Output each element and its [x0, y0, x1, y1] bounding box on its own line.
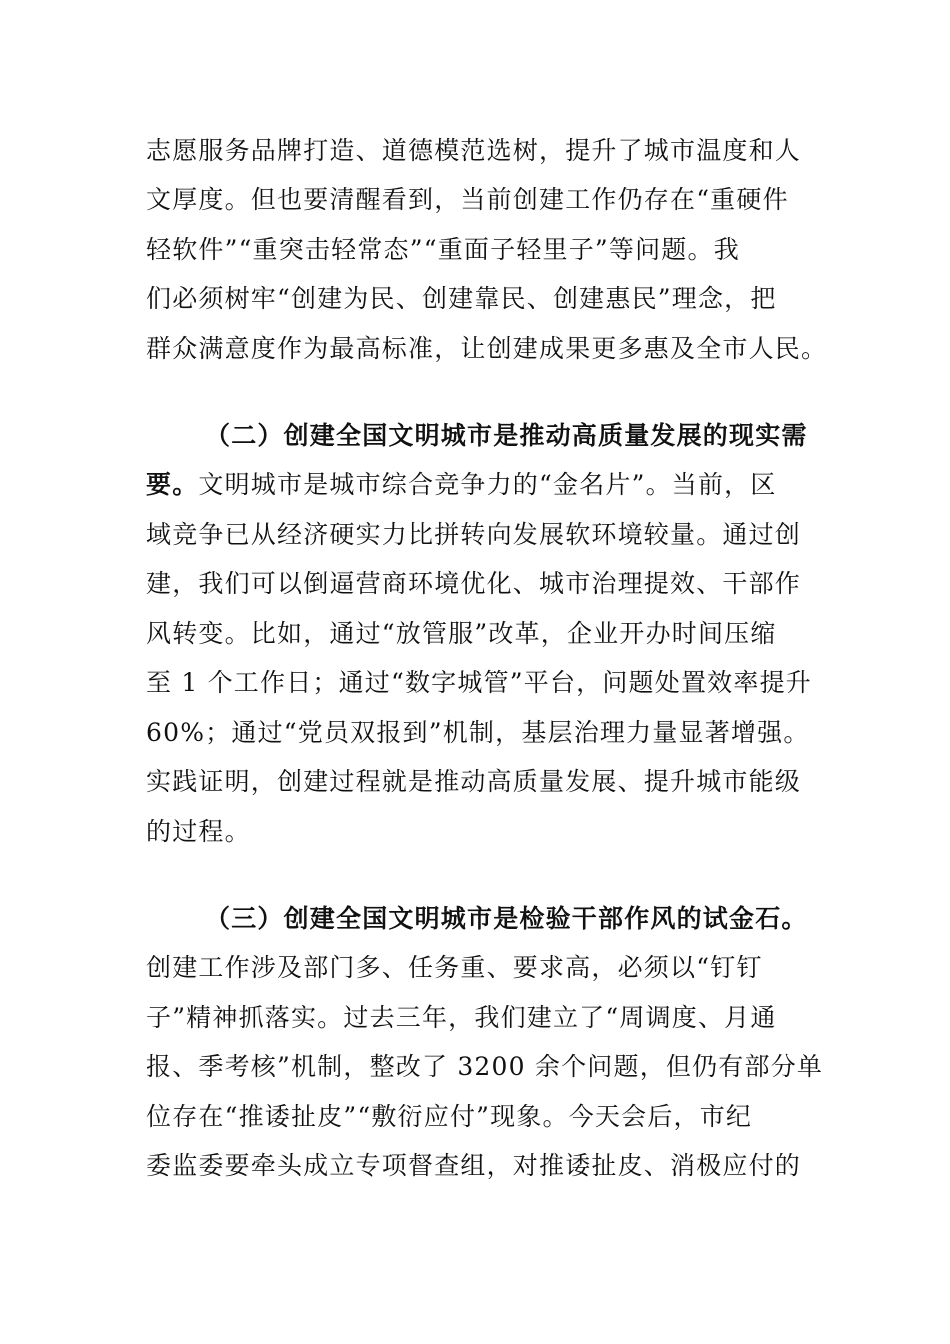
section-heading-end: 要。	[146, 470, 199, 499]
body-text: 文明城市是城市综合竞争力的“金名片”。当前，区	[198, 470, 777, 499]
body-text-line: 文厚度。但也要清醒看到，当前创建工作仍存在“重硬件	[146, 185, 789, 214]
body-text-line: 群众满意度作为最高标准，让创建成果更多惠及全市人民。	[146, 334, 828, 363]
body-text-line: 60%；通过“党员双报到”机制，基层治理力量显著增强。	[146, 718, 810, 747]
body-text-line: 建，我们可以倒逼营商环境优化、城市治理提效、干部作	[146, 569, 802, 598]
body-text-line: 委监委要牵头成立专项督查组，对推诿扯皮、消极应付的	[146, 1151, 802, 1180]
body-text-line: 实践证明，创建过程就是推动高质量发展、提升城市能级	[146, 767, 802, 796]
body-text-line: 创建工作涉及部门多、任务重、要求高，必须以“钉钉	[146, 953, 763, 982]
body-text-line: 报、季考核”机制，整改了 3200 余个问题，但仍有部分单	[146, 1052, 824, 1081]
body-text-line: 们必须树牢“创建为民、创建靠民、创建惠民”理念，把	[146, 284, 777, 313]
section-heading: （二）创建全国文明城市是推动高质量发展的现实需	[205, 421, 808, 450]
body-text-line: 至 1 个工作日；通过“数字城管”平台，问题处置效率提升	[146, 668, 812, 697]
body-text-line: 子”精神抓落实。过去三年，我们建立了“周调度、月通	[146, 1003, 777, 1032]
section-heading: （三）创建全国文明城市是检验干部作风的试金石。	[205, 904, 808, 933]
body-text-line: 的过程。	[146, 817, 251, 846]
body-text-line	[146, 470, 826, 500]
body-text-line: 位存在“推诿扯皮”“敷衍应付”现象。今天会后，市纪	[146, 1102, 753, 1131]
body-text-line: 风转变。比如，通过“放管服”改革，企业开办时间压缩	[146, 619, 777, 648]
body-text-line: 志愿服务品牌打造、道德模范选树，提升了城市温度和人	[146, 136, 802, 165]
body-text-line: 域竞争已从经济硬实力比拼转向发展软环境较量。通过创	[146, 520, 802, 549]
body-text-line: 轻软件”“重突击轻常态”“重面子轻里子”等问题。我	[146, 235, 740, 264]
